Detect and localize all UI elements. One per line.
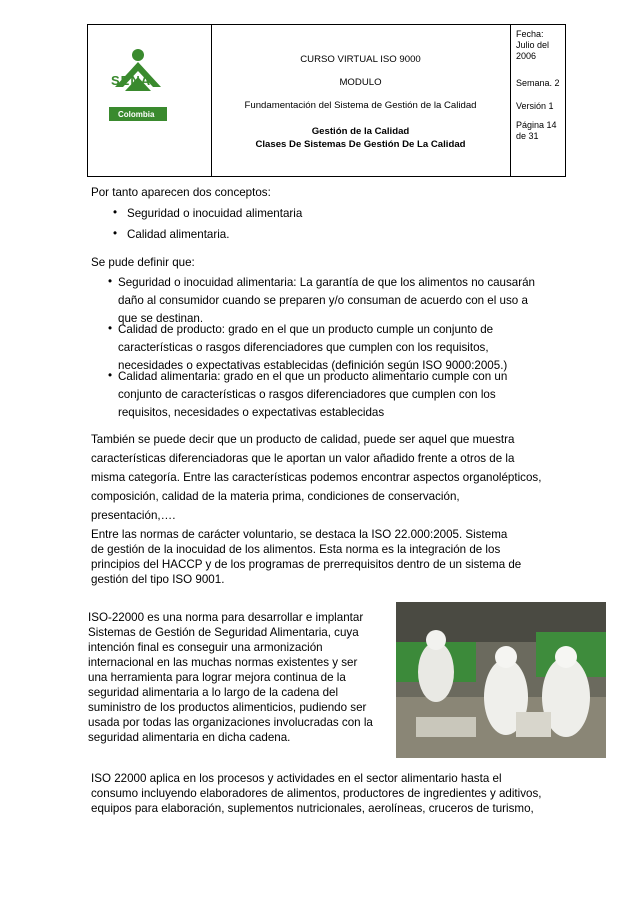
p3-line: usada por todas las organizaciones involucradas con la — [88, 716, 373, 729]
def1-line: que se destinan. — [118, 312, 204, 325]
bullet-icon: • — [108, 275, 113, 288]
bullet-icon: • — [108, 322, 113, 335]
bullet-icon: • — [108, 369, 113, 382]
module-name: Fundamentación del Sistema de Gestión de la Calidad — [244, 100, 477, 111]
def3-line: conjunto de características o rasgos diferenciadores que cumplen con los — [118, 388, 496, 401]
bullet-icon: • — [113, 227, 118, 240]
week-label: Semana. 2 — [516, 78, 560, 88]
logo-text: SENA — [111, 73, 152, 88]
version-label: Versión 1 — [516, 101, 554, 111]
iso22000-box — [86, 609, 389, 744]
p3-line: ISO-22000 es una norma para desarrollar e implantar — [88, 611, 364, 624]
def2-line: Calidad de producto: grado en el que un producto cumple un conjunto de — [118, 323, 494, 336]
p3-line: una herramienta para lograr mejora continua de la — [88, 671, 346, 684]
logo-subtext: Colombia — [118, 110, 155, 119]
page-label: Página 14 — [516, 120, 557, 130]
date-label: Fecha: — [516, 29, 544, 39]
logo-cell — [88, 25, 212, 176]
def3-line: Calidad alimentaria: grado en el que un producto alimentario cumple con un — [118, 370, 508, 383]
subtopic-title: Clases De Sistemas De Gestión De La Calidad — [255, 139, 466, 150]
date-value-1: Julio del — [516, 40, 550, 50]
p1-line: características diferenciadoras que le aportan un valor añadido frente a otros de la — [91, 452, 515, 465]
topic-title: Gestión de la Calidad — [311, 126, 410, 137]
page-total: de 31 — [516, 131, 539, 141]
def2-line: necesidades o expectativas establecidas (definición según ISO 9000:2005.) — [118, 359, 508, 372]
p2-line: de gestión de la inocuidad de los alimentos. Esta norma es la integración de los — [91, 543, 501, 556]
p3-line: intención final es conseguir una armonización — [88, 641, 323, 654]
meta-cell — [510, 25, 565, 176]
p3-line: internacional en las muchas normas existentes y ser — [88, 656, 358, 669]
title-cell — [211, 25, 511, 176]
date-value-2: 2006 — [516, 51, 537, 61]
module-label: MODULO — [339, 77, 382, 88]
p1-line: También se puede decir que un producto de calidad, puede ser aquel que muestra — [91, 433, 515, 446]
iso22000-scope-box — [86, 768, 566, 830]
intro-item: Calidad alimentaria. — [127, 228, 230, 241]
food-workers-photo — [396, 602, 606, 758]
p3-line: seguridad alimentaria a lo largo de la cadena del — [88, 686, 339, 699]
p2-line: principios del HACCP y de los programas de prerrequisitos dentro de un sistema de — [91, 558, 522, 571]
p3-line: seguridad alimentaria en dicha cadena. — [88, 731, 291, 744]
course-title: CURSO VIRTUAL ISO 9000 — [300, 54, 421, 65]
p4-line: ISO 22000 aplica en los procesos y actividades en el sector alimentario hasta el — [91, 772, 502, 785]
p2-line: Entre las normas de carácter voluntario, se destaca la ISO 22.000:2005. Sistema — [91, 528, 508, 541]
definitions-lead: Se pude definir que: — [91, 256, 195, 269]
intro-lead: Por tanto aparecen dos conceptos: — [91, 186, 271, 199]
p1-line: composición, calidad de la materia prima, condiciones de conservación, — [91, 490, 460, 503]
def1-line: Seguridad o inocuidad alimentaria: La garantía de que los alimentos no causarán — [118, 276, 536, 289]
p1-line: misma categoría. Entre las características podemos encontrar aspectos organolépticos, — [91, 471, 542, 484]
bullet-icon: • — [113, 206, 118, 219]
p2-line: gestión del tipo ISO 9001. — [91, 573, 225, 586]
def1-line: daño al consumidor cuando se preparen y/o consuman de acuerdo con el uso a — [118, 294, 528, 307]
p4-line: consumo incluyendo elaboradores de alimentos, productores de ingredientes y aditivos, — [91, 787, 542, 800]
p3-line: Sistemas de Gestión de Seguridad Alimentaria, cuya — [88, 626, 359, 639]
p4-line: equipos para elaboración, suplementos nutricionales, aerolíneas, cruceros de turismo, — [91, 802, 534, 815]
p1-line: presentación,…. — [91, 509, 176, 522]
intro-item: Seguridad o inocuidad alimentaria — [127, 207, 303, 220]
document-header — [87, 24, 566, 177]
p3-line: suministro de los productos alimenticios, pudiendo ser — [88, 701, 367, 714]
def2-line: características o rasgos diferenciadores que cumplen con los requisitos, — [118, 341, 489, 354]
def3-line: requisitos, necesidades o expectativas establecidas — [118, 406, 385, 419]
